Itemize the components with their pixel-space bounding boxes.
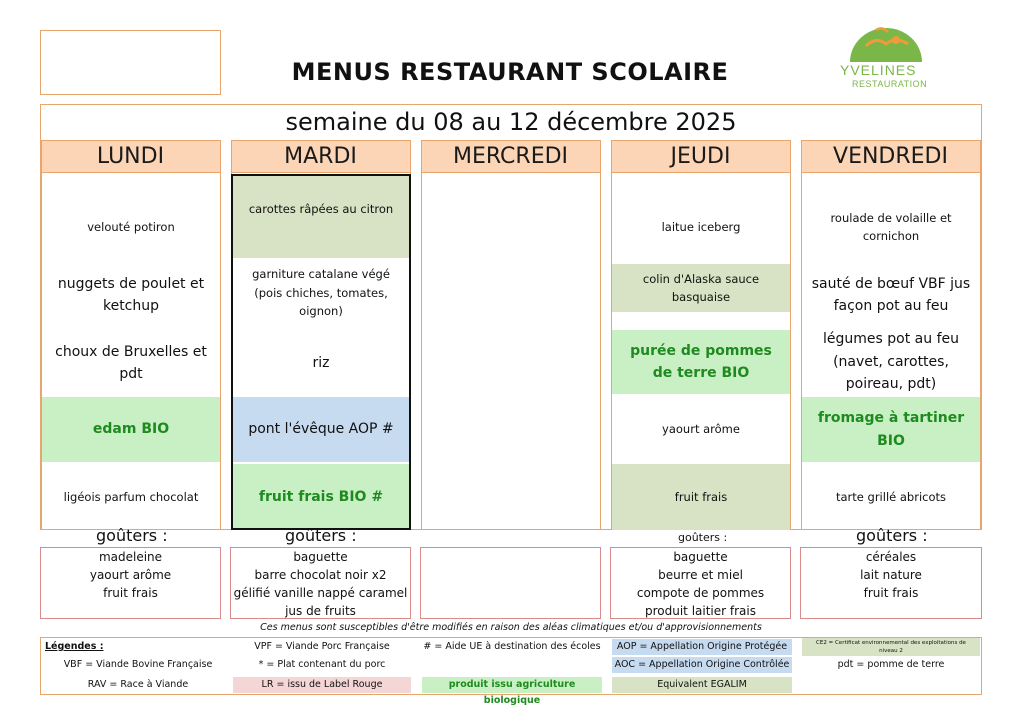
legend-rav: RAV = Race à Viande (87, 679, 189, 690)
gouter-box-jeudi (610, 547, 791, 619)
day-column-vendredi (801, 140, 981, 530)
legend-aop: AOP = Appellation Origine Protégée (612, 639, 792, 655)
gouter-item: compote de pommes (636, 586, 765, 600)
day-header-lundi: LUNDI (41, 140, 221, 173)
dessert: tarte grillé abricots (836, 489, 946, 504)
legend-heading: Légendes : (45, 641, 104, 652)
highlight-frame (231, 174, 411, 530)
blank-header-box (40, 30, 221, 95)
dessert: fruit frais BIO # (232, 464, 410, 530)
gouter-label-mardi: goûters : (285, 526, 357, 545)
day-column-mercredi (421, 140, 601, 530)
gouter-box-lundi (40, 547, 221, 619)
day-column-jeudi (611, 140, 791, 530)
gouter-item: gélifié vanille nappé caramel (233, 586, 408, 600)
day-column-lundi (41, 140, 221, 530)
starter: velouté potiron (87, 219, 175, 234)
gouter-label-jeudi: goûters : (678, 531, 728, 544)
gouter-item: produit laitier frais (645, 604, 756, 618)
gouter-box-mercredi (420, 547, 601, 619)
legend-vbf: VBF = Viande Bovine Française (63, 659, 213, 670)
week-label: semaine du 08 au 12 décembre 2025 (285, 108, 737, 136)
gouter-box-vendredi (800, 547, 982, 619)
gouter-item: yaourt arôme (89, 568, 172, 582)
dessert: ligéois parfum chocolat (63, 489, 199, 504)
starter: roulade de volaille et cornichon (830, 210, 952, 243)
starter: laitue iceberg (661, 219, 741, 234)
legend-pdt: pdt = pomme de terre (837, 659, 945, 670)
dairy: yaourt arôme (662, 422, 740, 437)
day-header-vendredi: VENDREDI (801, 140, 981, 173)
starter: carottes râpées au citron (232, 174, 410, 258)
gouter-item: baguette (673, 550, 728, 564)
gouter-item: barre chocolat noir x2 (254, 568, 387, 582)
legend-aoc: AOC = Appellation Origine Contrôlée (612, 657, 792, 673)
gouter-item: fruit frais (103, 586, 158, 600)
side-dish: purée de pommes de terre BIO (612, 330, 790, 394)
day-header-mercredi: MERCREDI (421, 140, 601, 173)
gouter-box-mardi (230, 547, 411, 619)
legend-vpf: VPF = Viande Porc Française (254, 641, 390, 652)
gouter-item: lait nature (860, 568, 922, 582)
yvelines-logo (836, 24, 936, 94)
logo-text: YVELINES (840, 62, 917, 78)
legend-ce2: CE2 = Certificat environnemental des exploitations de niveau 2 (802, 638, 980, 656)
main-dish: nuggets de poulet et ketchup (57, 275, 205, 314)
day-header-jeudi: JEUDI (611, 140, 791, 173)
gouter-item: beurre et miel (658, 568, 743, 582)
legend-lr: LR = issu de Label Rouge (233, 677, 411, 693)
dessert: fruit frais (612, 464, 790, 530)
dairy: fromage à tartiner BIO (802, 397, 980, 462)
side-dish: choux de Bruxelles et pdt (55, 343, 207, 382)
logo-subtext: RESTAURATION (852, 79, 928, 89)
legend-hash: # = Aide UE à destination des écoles (423, 641, 601, 652)
legend-egalim: Equivalent EGALIM (612, 677, 792, 693)
gouter-item: jus de fruits (285, 604, 356, 618)
gouter-item: fruit frais (863, 586, 919, 600)
gouter-item: madeleine (98, 550, 163, 564)
disclaimer: Ces menus sont susceptibles d'être modifiés en raison des aléas climatiques et/ou d'approvisionnements (260, 622, 762, 633)
dairy: edam BIO (42, 397, 220, 462)
main-dish: colin d'Alaska sauce basquaise (612, 264, 790, 312)
dairy: pont l'évêque AOP # (232, 397, 410, 462)
logo-sun-icon (836, 24, 936, 64)
gouter-item: céréales (865, 550, 917, 564)
gouter-item: baguette (293, 550, 348, 564)
side-dish: légumes pot au feu (navet, carottes, poireau, pdt) (823, 331, 959, 393)
gouter-label-vendredi: goûters : (856, 526, 928, 545)
legend-bio: produit issu agriculture biologique (422, 677, 602, 693)
main-dish: sauté de bœuf VBF jus façon pot au feu (811, 275, 971, 314)
gouter-label-lundi: goûters : (96, 526, 168, 545)
legend-star: * = Plat contenant du porc (258, 659, 386, 670)
main-dish: garniture catalane végé (pois chiches, tomates, oignon) (252, 267, 390, 319)
page-title: MENUS RESTAURANT SCOLAIRE (291, 58, 729, 86)
side-dish: riz (312, 354, 330, 371)
legend (40, 637, 982, 706)
day-header-mardi: MARDI (231, 140, 411, 173)
